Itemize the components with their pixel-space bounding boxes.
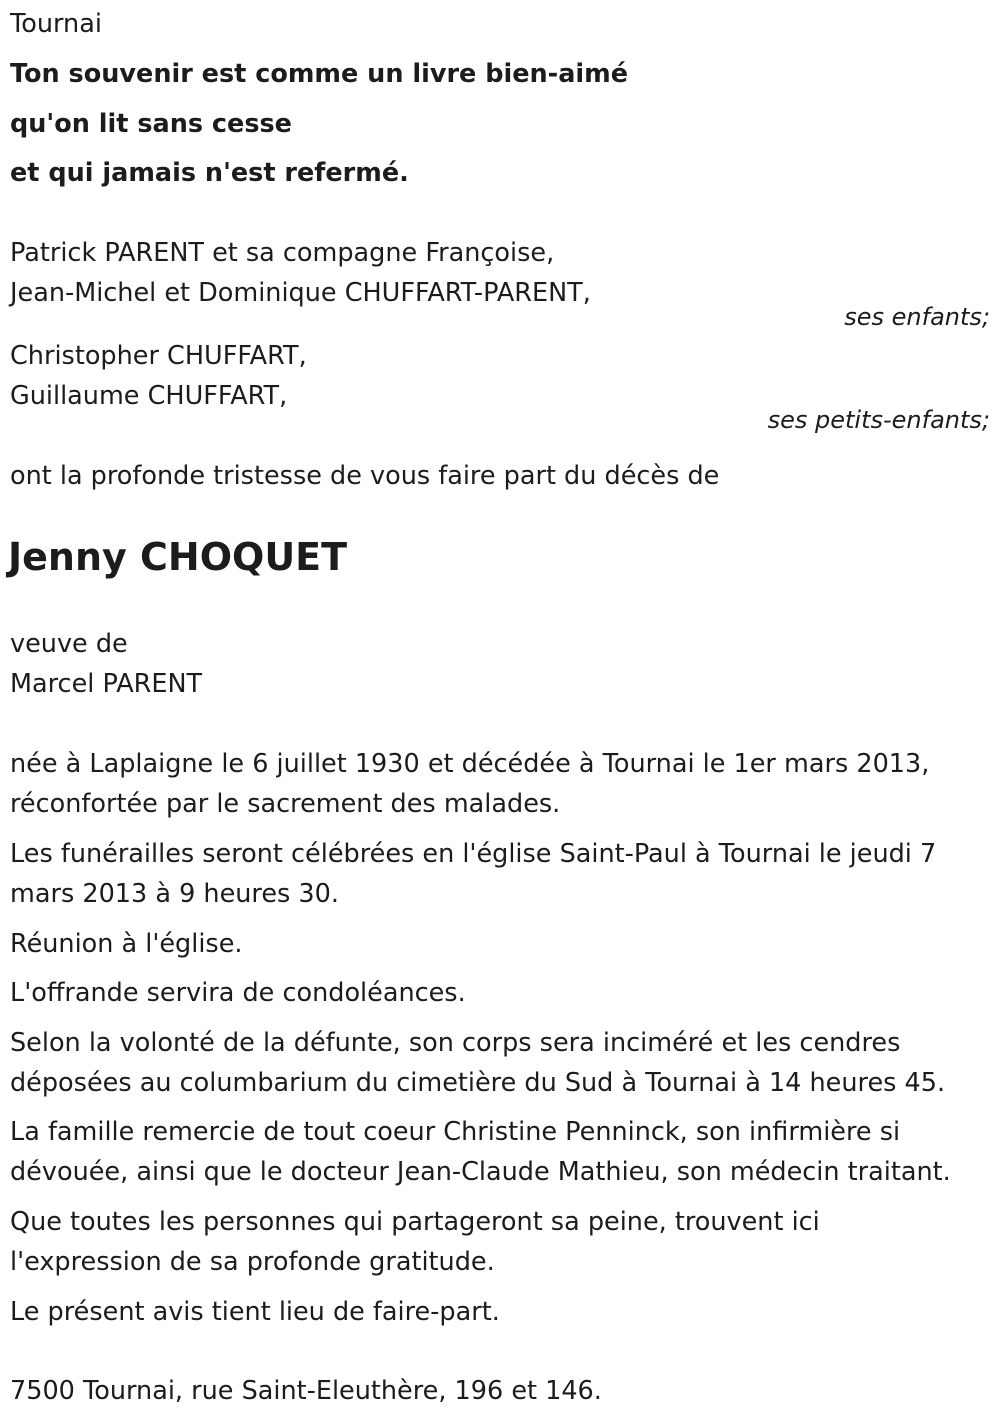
deceased-name: Jenny CHOQUET [8,535,348,579]
child-2: Jean-Michel et Dominique CHUFFART-PARENT, [10,278,591,308]
paragraph-funeral-line-1: Les funérailles seront célébrées en l'église Saint-Paul à Tournai le jeudi 7 [10,839,937,869]
announcement: ont la profonde tristesse de vous faire part du décès de [10,461,720,491]
children-role: ses enfants; [844,303,990,331]
quote-line-3: et qui jamais n'est refermé. [10,158,409,188]
paragraph-gratitude-line-1: Que toutes les personnes qui partageront sa peine, trouvent ici [10,1207,820,1237]
address: 7500 Tournai, rue Saint-Eleuthère, 196 et 146. [10,1376,602,1406]
grandchildren-role: ses petits-enfants; [767,406,990,434]
spouse-name: Marcel PARENT [10,669,203,699]
widow-of-label: veuve de [10,629,128,659]
paragraph-notice: Le présent avis tient lieu de faire-part. [10,1297,500,1327]
paragraph-cremation-line-2: déposées au columbarium du cimetière du Sud à Tournai à 14 heures 45. [10,1068,946,1098]
paragraph-thanks-line-2: dévouée, ainsi que le docteur Jean-Claude Mathieu, son médecin traitant. [10,1157,951,1187]
paragraph-birth-death-line-1: née à Laplaigne le 6 juillet 1930 et décédée à Tournai le 1er mars 2013, [10,749,930,779]
quote-line-2: qu'on lit sans cesse [10,109,292,139]
paragraph-birth-death-line-2: réconfortée par le sacrement des malades. [10,789,561,819]
paragraph-meeting: Réunion à l'église. [10,929,243,959]
quote-line-1: Ton souvenir est comme un livre bien-aimé [10,59,629,89]
paragraph-funeral-line-2: mars 2013 à 9 heures 30. [10,879,339,909]
location: Tournai [10,9,102,39]
child-1: Patrick PARENT et sa compagne Françoise, [10,238,555,268]
paragraph-thanks-line-1: La famille remercie de tout coeur Christine Penninck, son infirmière si [10,1117,901,1147]
paragraph-gratitude-line-2: l'expression de sa profonde gratitude. [10,1247,495,1277]
grandchild-1: Christopher CHUFFART, [10,341,307,371]
grandchild-2: Guillaume CHUFFART, [10,381,288,411]
paragraph-cremation-line-1: Selon la volonté de la défunte, son corps sera inciméré et les cendres [10,1028,901,1058]
paragraph-offering: L'offrande servira de condoléances. [10,978,466,1008]
